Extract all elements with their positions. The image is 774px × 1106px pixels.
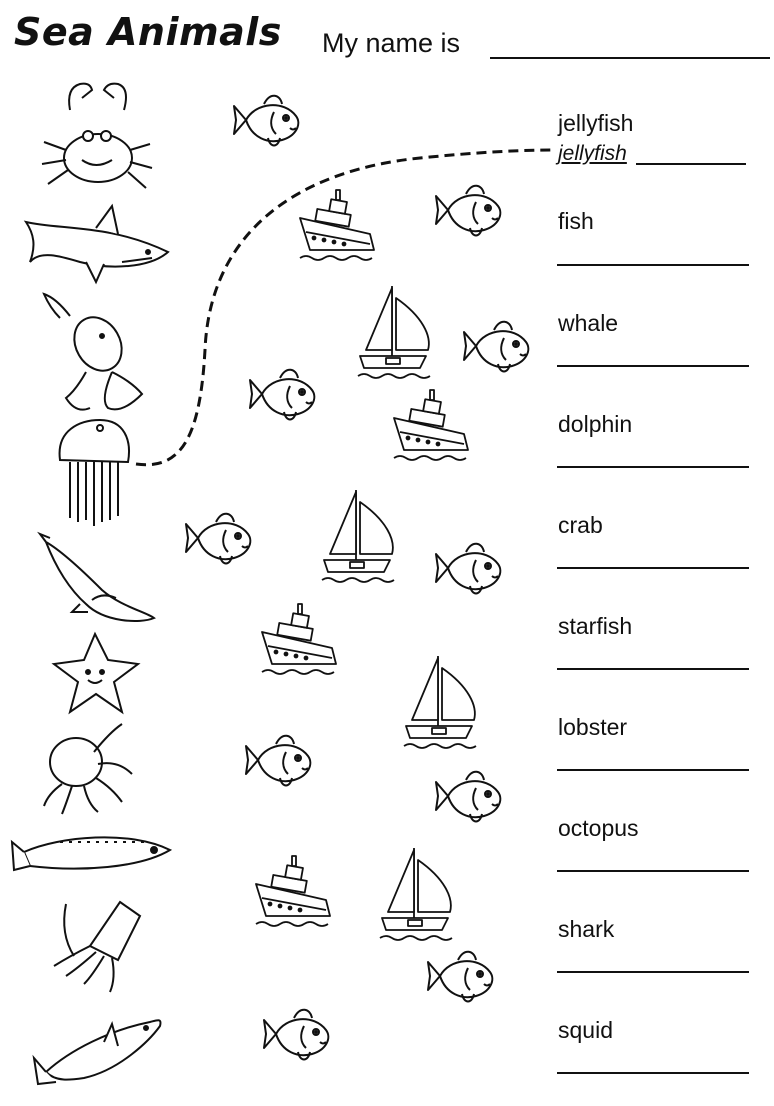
dashed-connector	[136, 150, 556, 465]
name-prompt: My name is	[322, 28, 461, 58]
word-squid: squid	[558, 1017, 613, 1043]
word-whale: whale	[558, 310, 619, 336]
jellyfish-icon	[60, 420, 129, 526]
shark-icon	[26, 206, 168, 282]
small-fish-icon	[186, 514, 250, 564]
sailboat-icon	[358, 286, 430, 378]
small-fish-icon	[436, 186, 500, 236]
squid-icon	[54, 902, 140, 992]
starfish-icon	[54, 634, 138, 712]
small-fish-icon	[234, 96, 298, 146]
word-shark: shark	[558, 916, 615, 942]
sailboat-icon	[322, 490, 394, 582]
small-fish-icon	[464, 322, 528, 372]
small-fish-icon	[246, 736, 310, 786]
small-fish-icon	[250, 370, 314, 420]
ship-icon	[256, 856, 330, 926]
page-title: Sea Animals	[14, 10, 282, 54]
whale-icon	[40, 534, 154, 621]
small-fish-icon	[428, 952, 492, 1002]
word-jellyfish: jellyfish	[558, 110, 634, 136]
sailboat-icon	[380, 848, 452, 940]
word-dolphin: dolphin	[558, 411, 633, 437]
ship-icon	[300, 190, 374, 260]
example-answer: jellyfish	[558, 142, 627, 165]
pufferfish-icon	[12, 837, 170, 870]
small-fish-icon	[436, 544, 500, 594]
ship-icon	[394, 390, 468, 460]
ship-icon	[262, 604, 336, 674]
octopus-icon	[44, 724, 132, 814]
word-octopus: octopus	[558, 815, 639, 841]
lobster-icon	[44, 294, 142, 410]
word-fish: fish	[558, 208, 594, 234]
sailboat-icon	[404, 656, 476, 748]
small-fish-icon	[264, 1010, 328, 1060]
dolphin-icon	[34, 1020, 161, 1084]
crab-icon	[42, 84, 152, 188]
word-lobster: lobster	[558, 714, 628, 740]
word-crab: crab	[558, 512, 603, 538]
word-starfish: starfish	[558, 613, 633, 639]
small-fish-icon	[436, 772, 500, 822]
